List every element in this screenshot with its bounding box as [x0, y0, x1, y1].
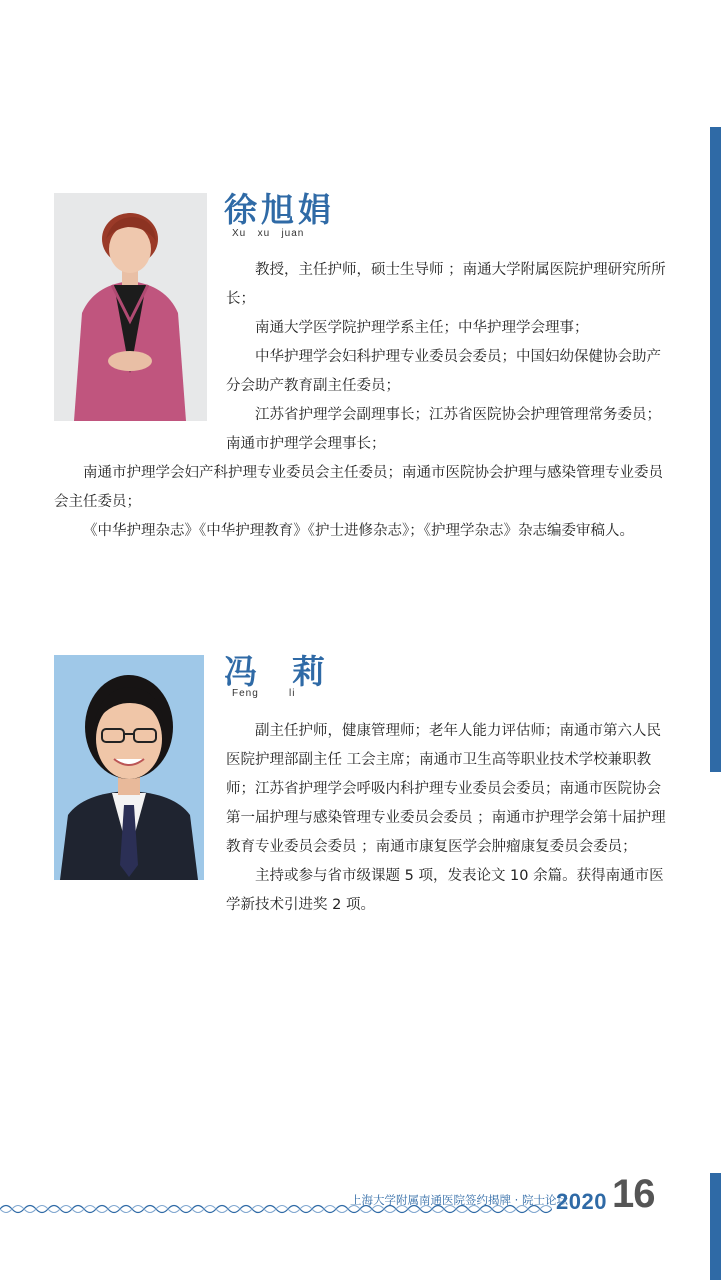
- profile-name-pinyin: Feng li: [232, 688, 296, 699]
- profile-photo-xu: [54, 193, 207, 421]
- footer-year: 2020: [556, 1189, 607, 1214]
- bio-paragraph: 副主任护师，健康管理师；老年人能力评估师；南通市第六人民医院护理部副主任 工会主席；南通市卫生高等职业技术学校兼职教师；江苏省护理学会呼吸内科护理专业委员会委员；南通市医院协会第一届护理与感染管理专业委员会委员 ；南通市护理学会第十届护理教育专业委员会委员 ；南通市康复医学会肿瘤康复委员会委员；: [226, 723, 666, 855]
- profile-name-cn: 冯 莉: [224, 652, 329, 691]
- bio-paragraph: 南通大学医学院护理学系主任；中华护理学会理事；: [255, 320, 589, 336]
- bio-paragraph: 教授，主任护师，硕士生导师 ；南通大学附属医院护理研究所所长；: [226, 262, 666, 307]
- footer-caption: 上海大学附属南通医院签约揭牌 · 院士论坛: [350, 1193, 568, 1207]
- side-accent-bar-bottom: [710, 1173, 721, 1280]
- bio-paragraph: 主持或参与省市级课题 5 项，发表论文 10 余篇。获得南通市医学新技术引进奖 2 项。: [226, 868, 664, 913]
- side-accent-bar-top: [710, 127, 721, 772]
- profile-bio-xu-bottom: [54, 401, 668, 546]
- bio-paragraph: 江苏省护理学会副理事长；江苏省医院协会护理管理常务委员；南通市护理学会理事长；: [226, 407, 661, 452]
- profile-photo-feng: [54, 655, 204, 880]
- profile-bio-feng: [226, 717, 668, 920]
- bio-paragraph: 中华护理学会妇科护理专业委员会委员；中国妇幼保健协会助产分会助产教育副主任委员；: [226, 349, 661, 394]
- page-number: 16: [612, 1172, 655, 1216]
- bio-paragraph: 南通市护理学会妇产科护理专业委员会主任委员；南通市医院协会护理与感染管理专业委员会主任委员；: [54, 465, 663, 510]
- profile-name-pinyin: Xu xu juan: [232, 228, 305, 239]
- profile-name-cn: 徐旭娟: [224, 190, 335, 229]
- profile-bio-xu-top: [226, 256, 668, 401]
- bio-paragraph: 《中华护理杂志》《中华护理教育》《护士进修杂志》；《护理学杂志》杂志编委审稿人。: [83, 523, 634, 539]
